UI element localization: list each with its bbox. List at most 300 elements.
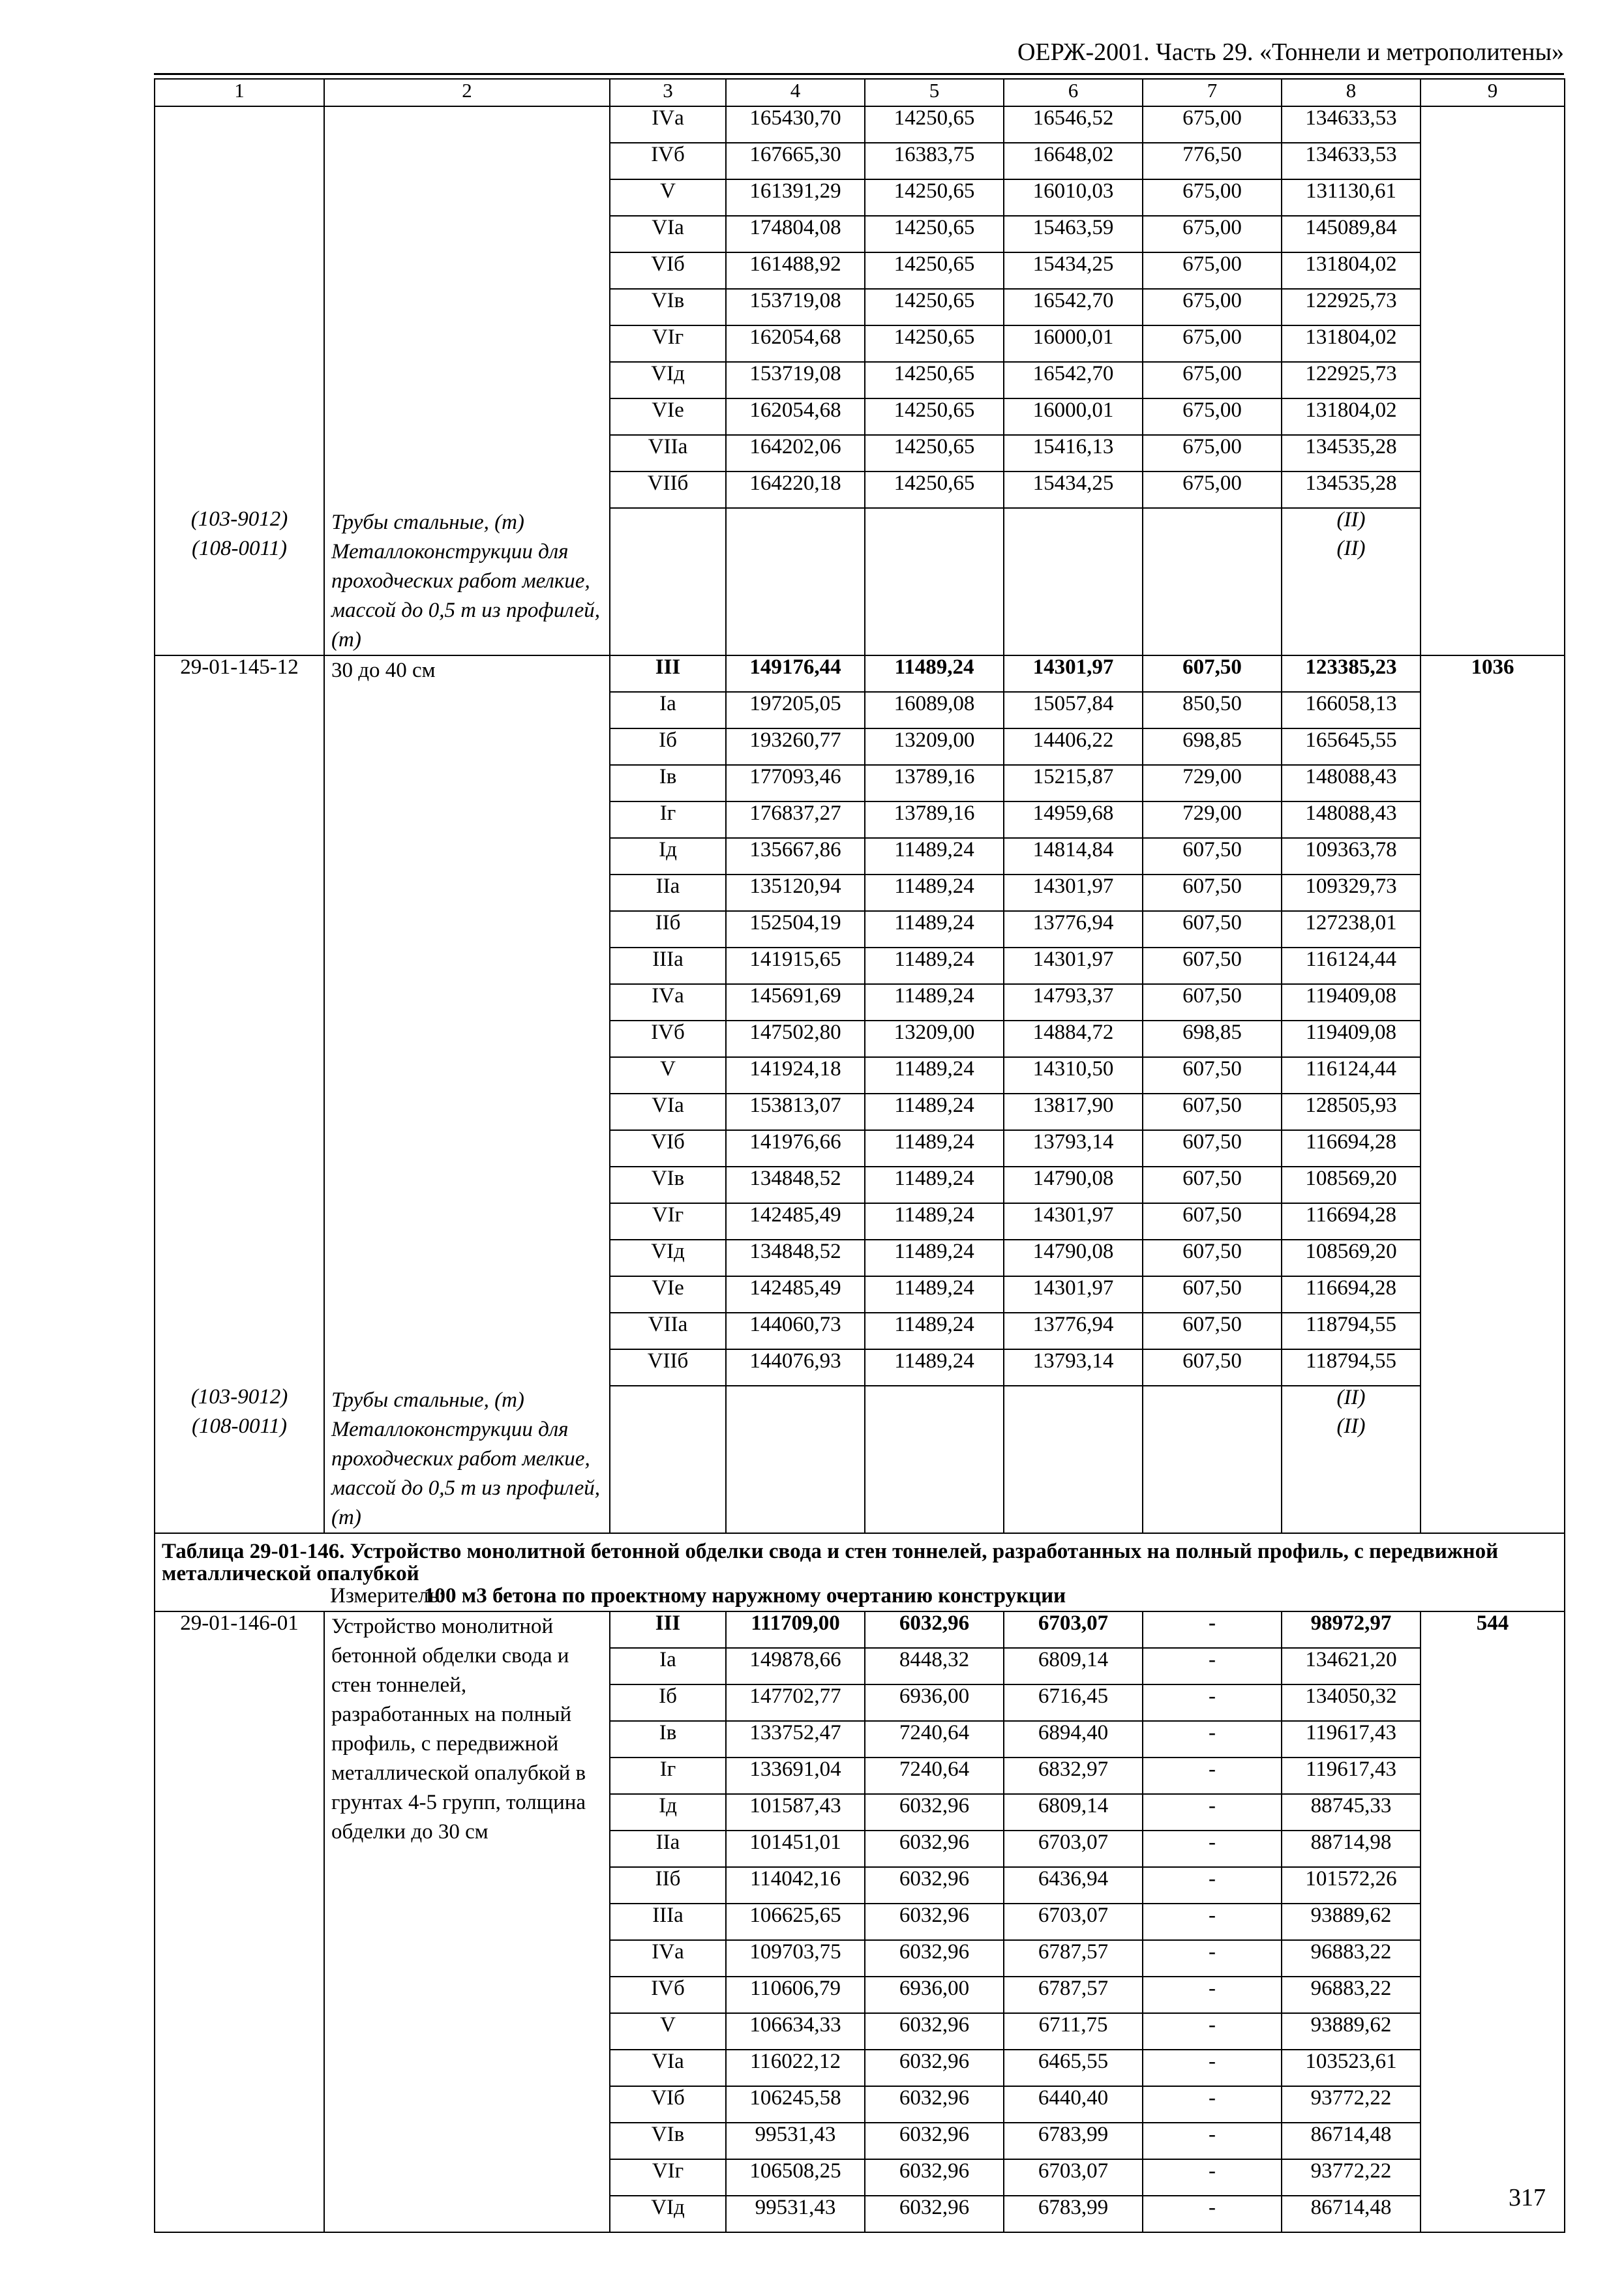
value-cell: 193260,77 <box>726 728 865 765</box>
value-cell: 607,50 <box>1143 1349 1282 1386</box>
value-cell: 6809,14 <box>1004 1648 1143 1684</box>
value-cell: 93889,62 <box>1282 1904 1421 1940</box>
value-cell: 128505,93 <box>1282 1094 1421 1130</box>
value-cell: 13776,94 <box>1004 911 1143 948</box>
value-cell: 607,50 <box>1143 911 1282 948</box>
table-row <box>155 1611 1565 1648</box>
worker-count: 1036 <box>1421 655 1565 1386</box>
value-cell: 14250,65 <box>865 179 1004 216</box>
column-number: 2 <box>324 79 610 106</box>
value-cell: 13776,94 <box>1004 1313 1143 1349</box>
value-cell: 15434,25 <box>1004 252 1143 289</box>
value-cell: 6936,00 <box>865 1684 1004 1721</box>
value-cell: 106625,65 <box>726 1904 865 1940</box>
value-cell: 161488,92 <box>726 252 865 289</box>
empty-cell <box>865 1386 1004 1415</box>
value-cell: 6832,97 <box>1004 1758 1143 1794</box>
value-cell: 176837,27 <box>726 801 865 838</box>
zone-cell: IIб <box>610 1867 726 1904</box>
zone-cell: VIд <box>610 362 726 398</box>
value-cell: 729,00 <box>1143 801 1282 838</box>
value-cell: 14959,68 <box>1004 801 1143 838</box>
value-cell: 93889,62 <box>1282 2013 1421 2050</box>
value-cell: 6783,99 <box>1004 2123 1143 2159</box>
value-cell: - <box>1143 1721 1282 1758</box>
empty-cell <box>726 1386 865 1415</box>
value-cell: 164202,06 <box>726 435 865 471</box>
value-cell: 101451,01 <box>726 1831 865 1867</box>
value-cell: - <box>1143 2123 1282 2159</box>
value-cell: 16010,03 <box>1004 179 1143 216</box>
zone-cell: VIб <box>610 2086 726 2123</box>
value-cell: 6809,14 <box>1004 1794 1143 1831</box>
value-cell: 141915,65 <box>726 948 865 984</box>
value-cell: 197205,05 <box>726 692 865 728</box>
zone-cell: VIб <box>610 252 726 289</box>
rate-code: 29-01-145-12 <box>155 655 324 1386</box>
rates-grid <box>154 78 1565 2233</box>
value-cell: 14250,65 <box>865 471 1004 508</box>
value-cell: 93772,22 <box>1282 2086 1421 2123</box>
value-cell: 134535,28 <box>1282 435 1421 471</box>
zone-cell: IVа <box>610 1940 726 1977</box>
value-cell: 607,50 <box>1143 838 1282 875</box>
value-cell: 6032,96 <box>865 1794 1004 1831</box>
empty-cell <box>865 1415 1004 1533</box>
value-cell: 14301,97 <box>1004 948 1143 984</box>
value-cell: 675,00 <box>1143 289 1282 325</box>
column-numbers-row <box>155 79 1565 106</box>
empty-cell <box>610 508 726 537</box>
value-cell: 6894,40 <box>1004 1721 1143 1758</box>
value-cell: 153719,08 <box>726 289 865 325</box>
value-cell: 607,50 <box>1143 1240 1282 1276</box>
empty-cell <box>865 508 1004 537</box>
value-cell: 675,00 <box>1143 179 1282 216</box>
column-number: 6 <box>1004 79 1143 106</box>
zone-cell: Iг <box>610 1758 726 1794</box>
empty-cell <box>865 537 1004 655</box>
value-cell: 607,50 <box>1143 1203 1282 1240</box>
value-cell: 607,50 <box>1143 875 1282 911</box>
value-cell: 6032,96 <box>865 2050 1004 2086</box>
value-cell: - <box>1143 1684 1282 1721</box>
value-cell: 147502,80 <box>726 1021 865 1057</box>
value-cell: 134848,52 <box>726 1167 865 1203</box>
value-cell: 148088,43 <box>1282 765 1421 801</box>
value-cell: 14250,65 <box>865 289 1004 325</box>
empty-cell <box>1004 537 1143 655</box>
value-cell: 131804,02 <box>1282 398 1421 435</box>
rate-name: Устройство монолитной бетонной обделки свода и стен тоннелей, разработанных на полный профиль, с передвижной металлической опалубкой в грунтах 4-5 групп, толщина обделки до 30 см <box>324 1611 610 2232</box>
material-code: (103-9012) <box>155 1386 324 1415</box>
material-row <box>155 1415 1565 1533</box>
value-cell: 13209,00 <box>865 728 1004 765</box>
measure-label: Измеритель: <box>330 1584 445 1608</box>
value-cell: 14793,37 <box>1004 984 1143 1021</box>
value-cell: 6032,96 <box>865 2196 1004 2232</box>
zone-cell: VIе <box>610 398 726 435</box>
value-cell: 16542,70 <box>1004 289 1143 325</box>
value-cell: 108569,20 <box>1282 1240 1421 1276</box>
value-cell: 114042,16 <box>726 1867 865 1904</box>
value-cell: 165645,55 <box>1282 728 1421 765</box>
value-cell: 13789,16 <box>865 801 1004 838</box>
value-cell: 14301,97 <box>1004 655 1143 692</box>
value-cell: 111709,00 <box>726 1611 865 1648</box>
value-cell: 110606,79 <box>726 1977 865 2013</box>
value-cell: 116694,28 <box>1282 1276 1421 1313</box>
value-cell: 141976,66 <box>726 1130 865 1167</box>
value-cell: 6032,96 <box>865 1904 1004 1940</box>
value-cell: 134535,28 <box>1282 471 1421 508</box>
value-cell: 14250,65 <box>865 398 1004 435</box>
value-cell: 11489,24 <box>865 1167 1004 1203</box>
zone-cell: VIIб <box>610 471 726 508</box>
empty-cell <box>610 537 726 655</box>
value-cell: 86714,48 <box>1282 2196 1421 2232</box>
value-cell: 14250,65 <box>865 252 1004 289</box>
value-cell: 607,50 <box>1143 948 1282 984</box>
value-cell: 7240,64 <box>865 1721 1004 1758</box>
value-cell: 6783,99 <box>1004 2196 1143 2232</box>
value-cell: 96883,22 <box>1282 1977 1421 2013</box>
value-cell: 15463,59 <box>1004 216 1143 252</box>
zone-cell: VIIа <box>610 435 726 471</box>
empty-cell <box>726 537 865 655</box>
value-cell: 14250,65 <box>865 216 1004 252</box>
value-cell: 6032,96 <box>865 1611 1004 1648</box>
zone-cell: Iд <box>610 1794 726 1831</box>
value-cell: 131804,02 <box>1282 252 1421 289</box>
material-name: Металлоконструкции для проходческих работ мелкие, массой до 0,5 т из профилей, (т) <box>324 1415 610 1533</box>
value-cell: 177093,46 <box>726 765 865 801</box>
value-cell: 675,00 <box>1143 325 1282 362</box>
value-cell: 14301,97 <box>1004 875 1143 911</box>
empty-cell <box>610 1415 726 1533</box>
column-number: 9 <box>1421 79 1565 106</box>
zone-cell: V <box>610 179 726 216</box>
value-cell: 6787,57 <box>1004 1940 1143 1977</box>
value-cell: 88745,33 <box>1282 1794 1421 1831</box>
value-cell: 162054,68 <box>726 325 865 362</box>
material-name: Металлоконструкции для проходческих работ мелкие, массой до 0,5 т из профилей, (т) <box>324 537 610 655</box>
measure-unit <box>155 1585 1565 1611</box>
value-cell: 96883,22 <box>1282 1940 1421 1977</box>
value-cell: 6936,00 <box>865 1977 1004 2013</box>
zone-cell: IVб <box>610 143 726 179</box>
empty-cell <box>1143 537 1282 655</box>
value-cell: 108569,20 <box>1282 1167 1421 1203</box>
rate-code <box>155 106 324 508</box>
column-number: 4 <box>726 79 865 106</box>
value-cell: 729,00 <box>1143 765 1282 801</box>
zone-cell: Iд <box>610 838 726 875</box>
value-cell: 6436,94 <box>1004 1867 1143 1904</box>
table-title: Таблица 29-01-146. Устройство монолитной бетонной обделки свода и стен тоннелей, разработанных на полный профиль, с передвижной металлической опалубкой <box>155 1533 1565 1585</box>
value-cell: 11489,24 <box>865 1094 1004 1130</box>
value-cell: 119409,08 <box>1282 984 1421 1021</box>
value-cell: 14250,65 <box>865 325 1004 362</box>
material-mark: (II) <box>1282 1415 1421 1533</box>
value-cell: 135667,86 <box>726 838 865 875</box>
value-cell: 162054,68 <box>726 398 865 435</box>
empty-cell <box>1421 1386 1565 1415</box>
value-cell: 675,00 <box>1143 106 1282 143</box>
value-cell: 13793,14 <box>1004 1130 1143 1167</box>
value-cell: 11489,24 <box>865 1276 1004 1313</box>
value-cell: 116124,44 <box>1282 948 1421 984</box>
value-cell: 6032,96 <box>865 2013 1004 2050</box>
value-cell: 164220,18 <box>726 471 865 508</box>
empty-cell <box>1004 1386 1143 1415</box>
value-cell: 14814,84 <box>1004 838 1143 875</box>
value-cell: 133752,47 <box>726 1721 865 1758</box>
value-cell: 850,50 <box>1143 692 1282 728</box>
value-cell: - <box>1143 1794 1282 1831</box>
value-cell: 6703,07 <box>1004 1611 1143 1648</box>
value-cell: 134050,32 <box>1282 1684 1421 1721</box>
value-cell: 118794,55 <box>1282 1349 1421 1386</box>
value-cell: 142485,49 <box>726 1203 865 1240</box>
value-cell: 6716,45 <box>1004 1684 1143 1721</box>
value-cell: 145691,69 <box>726 984 865 1021</box>
value-cell: 14790,08 <box>1004 1240 1143 1276</box>
value-cell: 11489,24 <box>865 1057 1004 1094</box>
value-cell: 675,00 <box>1143 435 1282 471</box>
value-cell: 698,85 <box>1143 1021 1282 1057</box>
value-cell: 11489,24 <box>865 875 1004 911</box>
value-cell: 93772,22 <box>1282 2159 1421 2196</box>
zone-cell: VIе <box>610 1276 726 1313</box>
value-cell: 135120,94 <box>726 875 865 911</box>
zone-cell: IIIа <box>610 1904 726 1940</box>
value-cell: 11489,24 <box>865 948 1004 984</box>
value-cell: 101587,43 <box>726 1794 865 1831</box>
column-number: 5 <box>865 79 1004 106</box>
rate-name <box>324 106 610 508</box>
zone-cell: Iб <box>610 1684 726 1721</box>
value-cell: 123385,23 <box>1282 655 1421 692</box>
empty-cell <box>1143 1386 1282 1415</box>
value-cell: 6787,57 <box>1004 1977 1143 2013</box>
material-mark: (II) <box>1282 1386 1421 1415</box>
value-cell: 116124,44 <box>1282 1057 1421 1094</box>
value-cell: 698,85 <box>1143 728 1282 765</box>
material-name: Трубы стальные, (т) <box>324 508 610 537</box>
value-cell: 607,50 <box>1143 1313 1282 1349</box>
value-cell: - <box>1143 2159 1282 2196</box>
table-title-row <box>155 1533 1565 1585</box>
value-cell: 607,50 <box>1143 984 1282 1021</box>
value-cell: 119409,08 <box>1282 1021 1421 1057</box>
zone-cell: IVб <box>610 1021 726 1057</box>
value-cell: 133691,04 <box>726 1758 865 1794</box>
zone-cell: IIа <box>610 1831 726 1867</box>
zone-cell: VIг <box>610 1203 726 1240</box>
empty-cell <box>1421 1415 1565 1533</box>
value-cell: 14310,50 <box>1004 1057 1143 1094</box>
value-cell: 98972,97 <box>1282 1611 1421 1648</box>
value-cell: 11489,24 <box>865 984 1004 1021</box>
value-cell: 153719,08 <box>726 362 865 398</box>
value-cell: 13789,16 <box>865 765 1004 801</box>
value-cell: 153813,07 <box>726 1094 865 1130</box>
value-cell: 116694,28 <box>1282 1203 1421 1240</box>
material-code: (103-9012) <box>155 508 324 537</box>
zone-cell: IIа <box>610 875 726 911</box>
zone-cell: III <box>610 1611 726 1648</box>
value-cell: 88714,98 <box>1282 1831 1421 1867</box>
zone-cell: VIв <box>610 289 726 325</box>
header-rule <box>154 73 1564 75</box>
empty-cell <box>1421 508 1565 537</box>
value-cell: 148088,43 <box>1282 801 1421 838</box>
value-cell: 6703,07 <box>1004 1904 1143 1940</box>
table-row <box>155 655 1565 692</box>
worker-count: 544 <box>1421 1611 1565 2232</box>
value-cell: 165430,70 <box>726 106 865 143</box>
measure-row <box>155 1585 1565 1611</box>
material-code: (108-0011) <box>155 1415 324 1533</box>
measure-value: 100 м3 бетона по проектному наружному очертанию конструкции <box>424 1584 1066 1608</box>
empty-cell <box>726 508 865 537</box>
value-cell: 6032,96 <box>865 2159 1004 2196</box>
value-cell: 116022,12 <box>726 2050 865 2086</box>
rate-code: 29-01-146-01 <box>155 1611 324 2232</box>
zone-cell: IVа <box>610 984 726 1021</box>
value-cell: 675,00 <box>1143 216 1282 252</box>
value-cell: 147702,77 <box>726 1684 865 1721</box>
value-cell: 6465,55 <box>1004 2050 1143 2086</box>
value-cell: 16000,01 <box>1004 325 1143 362</box>
value-cell: 131804,02 <box>1282 325 1421 362</box>
page-number: 317 <box>1509 2184 1546 2211</box>
value-cell: 149878,66 <box>726 1648 865 1684</box>
zone-cell: VIа <box>610 1094 726 1130</box>
value-cell: - <box>1143 2050 1282 2086</box>
zone-cell: Iб <box>610 728 726 765</box>
zone-cell: VIб <box>610 1130 726 1167</box>
zone-cell: IVа <box>610 106 726 143</box>
value-cell: 134633,53 <box>1282 106 1421 143</box>
value-cell: - <box>1143 2013 1282 2050</box>
zone-cell: VIв <box>610 1167 726 1203</box>
zone-cell: VIд <box>610 2196 726 2232</box>
zone-cell: Iв <box>610 1721 726 1758</box>
value-cell: 106245,58 <box>726 2086 865 2123</box>
material-mark: (II) <box>1282 508 1421 537</box>
zone-cell: V <box>610 2013 726 2050</box>
value-cell: 6032,96 <box>865 1831 1004 1867</box>
value-cell: 106634,33 <box>726 2013 865 2050</box>
value-cell: 99531,43 <box>726 2196 865 2232</box>
value-cell: 11489,24 <box>865 838 1004 875</box>
zone-cell: VIв <box>610 2123 726 2159</box>
value-cell: 174804,08 <box>726 216 865 252</box>
empty-cell <box>726 1415 865 1533</box>
column-number: 7 <box>1143 79 1282 106</box>
value-cell: 118794,55 <box>1282 1313 1421 1349</box>
zone-cell: Iв <box>610 765 726 801</box>
value-cell: 145089,84 <box>1282 216 1421 252</box>
material-row <box>155 1386 1565 1415</box>
value-cell: 6440,40 <box>1004 2086 1143 2123</box>
value-cell: 6032,96 <box>865 2086 1004 2123</box>
value-cell: 119617,43 <box>1282 1758 1421 1794</box>
value-cell: 607,50 <box>1143 655 1282 692</box>
value-cell: 6711,75 <box>1004 2013 1143 2050</box>
value-cell: 167665,30 <box>726 143 865 179</box>
value-cell: 144076,93 <box>726 1349 865 1386</box>
material-row <box>155 508 1565 537</box>
value-cell: 607,50 <box>1143 1167 1282 1203</box>
zone-cell: IIIа <box>610 948 726 984</box>
value-cell: 16089,08 <box>865 692 1004 728</box>
value-cell: - <box>1143 1831 1282 1867</box>
value-cell: 16383,75 <box>865 143 1004 179</box>
zone-cell: III <box>610 655 726 692</box>
empty-cell <box>1004 1415 1143 1533</box>
value-cell: 119617,43 <box>1282 1721 1421 1758</box>
column-number: 8 <box>1282 79 1421 106</box>
zone-cell: Iг <box>610 801 726 838</box>
zone-cell: Iа <box>610 692 726 728</box>
value-cell: 142485,49 <box>726 1276 865 1313</box>
value-cell: 16542,70 <box>1004 362 1143 398</box>
empty-cell <box>1421 537 1565 655</box>
value-cell: 14301,97 <box>1004 1276 1143 1313</box>
value-cell: 11489,24 <box>865 911 1004 948</box>
value-cell: 109703,75 <box>726 1940 865 1977</box>
value-cell: - <box>1143 1940 1282 1977</box>
value-cell: 109363,78 <box>1282 838 1421 875</box>
column-number: 1 <box>155 79 324 106</box>
value-cell: 11489,24 <box>865 1130 1004 1167</box>
value-cell: 13793,14 <box>1004 1349 1143 1386</box>
zone-cell: VIIб <box>610 1349 726 1386</box>
zone-cell: VIд <box>610 1240 726 1276</box>
value-cell: 14250,65 <box>865 362 1004 398</box>
material-mark: (II) <box>1282 537 1421 655</box>
value-cell: - <box>1143 1648 1282 1684</box>
value-cell: 675,00 <box>1143 362 1282 398</box>
value-cell: 99531,43 <box>726 2123 865 2159</box>
empty-cell <box>1004 508 1143 537</box>
empty-cell <box>1143 1415 1282 1533</box>
value-cell: 7240,64 <box>865 1758 1004 1794</box>
value-cell: 101572,26 <box>1282 1867 1421 1904</box>
zone-cell: VIг <box>610 325 726 362</box>
value-cell: 14250,65 <box>865 106 1004 143</box>
value-cell: 152504,19 <box>726 911 865 948</box>
value-cell: 14301,97 <box>1004 1203 1143 1240</box>
value-cell: 15416,13 <box>1004 435 1143 471</box>
material-row <box>155 537 1565 655</box>
value-cell: 122925,73 <box>1282 362 1421 398</box>
value-cell: 607,50 <box>1143 1057 1282 1094</box>
value-cell: - <box>1143 1867 1282 1904</box>
value-cell: 14790,08 <box>1004 1167 1143 1203</box>
value-cell: 11489,24 <box>865 1203 1004 1240</box>
value-cell: 144060,73 <box>726 1313 865 1349</box>
value-cell: - <box>1143 1904 1282 1940</box>
value-cell: 6032,96 <box>865 1867 1004 1904</box>
value-cell: - <box>1143 1611 1282 1648</box>
value-cell: 122925,73 <box>1282 289 1421 325</box>
value-cell: 607,50 <box>1143 1130 1282 1167</box>
table-row <box>155 106 1565 143</box>
